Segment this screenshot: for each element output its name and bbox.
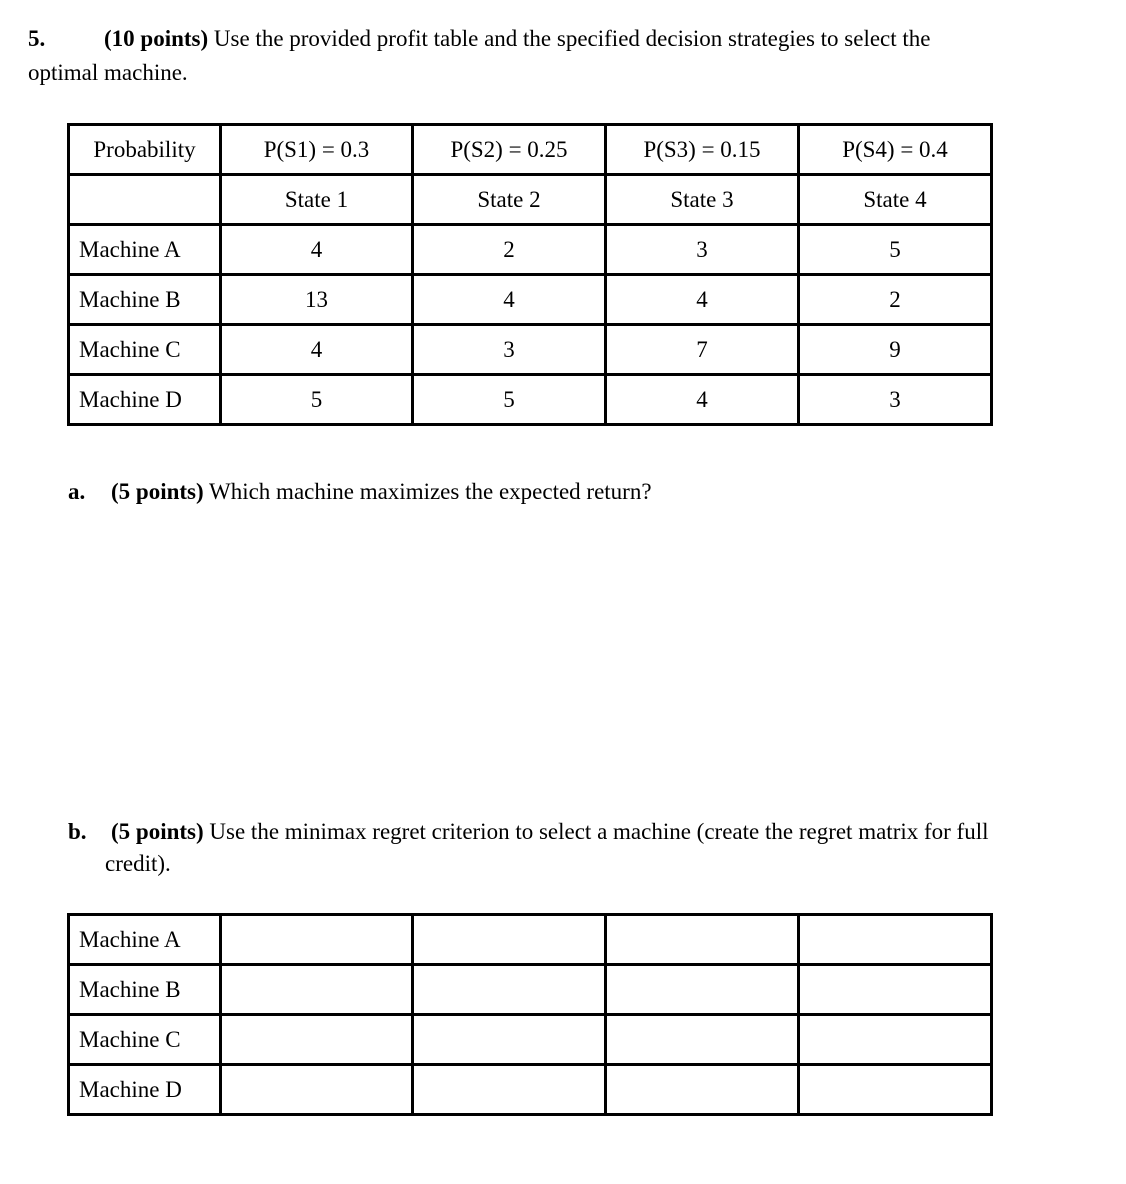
question-points: (10 points) <box>104 26 209 51</box>
table-row <box>69 325 992 375</box>
state-4-header: State 4 <box>799 175 992 225</box>
part-b-letter: b. <box>68 819 87 844</box>
question-header <box>28 22 1098 90</box>
table-cell: 13 <box>221 275 413 325</box>
table-cell: 5 <box>221 375 413 425</box>
regret-blank-cell <box>606 1015 799 1065</box>
part-a-question <box>68 476 1028 508</box>
regret-row-label-machine-c: Machine C <box>69 1015 221 1065</box>
regret-row-label-machine-a: Machine A <box>69 915 221 965</box>
regret-blank-cell <box>799 1065 992 1115</box>
part-b-points: (5 points) <box>111 819 204 844</box>
table-row <box>69 375 992 425</box>
part-b-text-line2: credit). <box>105 851 171 876</box>
table-cell: 7 <box>606 325 799 375</box>
probability-s4: P(S4) = 0.4 <box>799 125 992 175</box>
table-cell: 3 <box>413 325 606 375</box>
regret-blank-cell <box>413 965 606 1015</box>
table-cell: 9 <box>799 325 992 375</box>
table-row <box>69 915 992 965</box>
question-text-line2: optimal machine. <box>28 60 188 85</box>
table-cell: 4 <box>221 325 413 375</box>
table-cell: 4 <box>606 375 799 425</box>
state-3-header: State 3 <box>606 175 799 225</box>
table-cell: 3 <box>606 225 799 275</box>
row-label-machine-b: Machine B <box>69 275 221 325</box>
row-label-machine-d: Machine D <box>69 375 221 425</box>
probability-header: Probability <box>69 125 221 175</box>
probability-s1: P(S1) = 0.3 <box>221 125 413 175</box>
state-1-header: State 1 <box>221 175 413 225</box>
probability-s3: P(S3) = 0.15 <box>606 125 799 175</box>
regret-blank-cell <box>799 965 992 1015</box>
regret-blank-cell <box>413 1015 606 1065</box>
table-row <box>69 275 992 325</box>
part-b-question <box>68 816 1028 880</box>
regret-blank-cell <box>221 1065 413 1115</box>
table-cell: 4 <box>221 225 413 275</box>
regret-blank-cell <box>221 1015 413 1065</box>
table-row <box>69 1015 992 1065</box>
regret-blank-cell <box>221 915 413 965</box>
part-a-letter: a. <box>68 479 86 504</box>
question-text-line1: Use the provided profit table and the specified decision strategies to select the <box>208 26 931 51</box>
part-b-text-line1: Use the minimax regret criterion to select a machine (create the regret matrix for full <box>203 819 989 844</box>
regret-blank-cell <box>606 915 799 965</box>
table-row <box>69 965 992 1015</box>
regret-blank-cell <box>799 915 992 965</box>
table-row <box>69 225 992 275</box>
regret-blank-cell <box>221 965 413 1015</box>
state-2-header: State 2 <box>413 175 606 225</box>
regret-blank-cell <box>606 1065 799 1115</box>
part-a-text: Which machine maximizes the expected return? <box>203 479 652 504</box>
table-cell: 2 <box>413 225 606 275</box>
regret-table <box>67 913 993 1116</box>
regret-blank-cell <box>799 1015 992 1065</box>
probability-s2: P(S2) = 0.25 <box>413 125 606 175</box>
table-cell: 5 <box>413 375 606 425</box>
regret-blank-cell <box>413 1065 606 1115</box>
table-cell: 5 <box>799 225 992 275</box>
probability-row <box>69 125 992 175</box>
table-cell: 3 <box>799 375 992 425</box>
regret-blank-cell <box>606 965 799 1015</box>
row-label-machine-a: Machine A <box>69 225 221 275</box>
table-cell: 2 <box>799 275 992 325</box>
profit-table <box>67 123 993 426</box>
row-label-machine-c: Machine C <box>69 325 221 375</box>
part-a-points: (5 points) <box>111 479 204 504</box>
regret-row-label-machine-b: Machine B <box>69 965 221 1015</box>
regret-blank-cell <box>413 915 606 965</box>
table-row <box>69 1065 992 1115</box>
state-row <box>69 175 992 225</box>
table-cell: 4 <box>606 275 799 325</box>
question-number: 5. <box>28 26 46 51</box>
regret-row-label-machine-d: Machine D <box>69 1065 221 1115</box>
table-cell: 4 <box>413 275 606 325</box>
state-row-empty-cell <box>69 175 221 225</box>
